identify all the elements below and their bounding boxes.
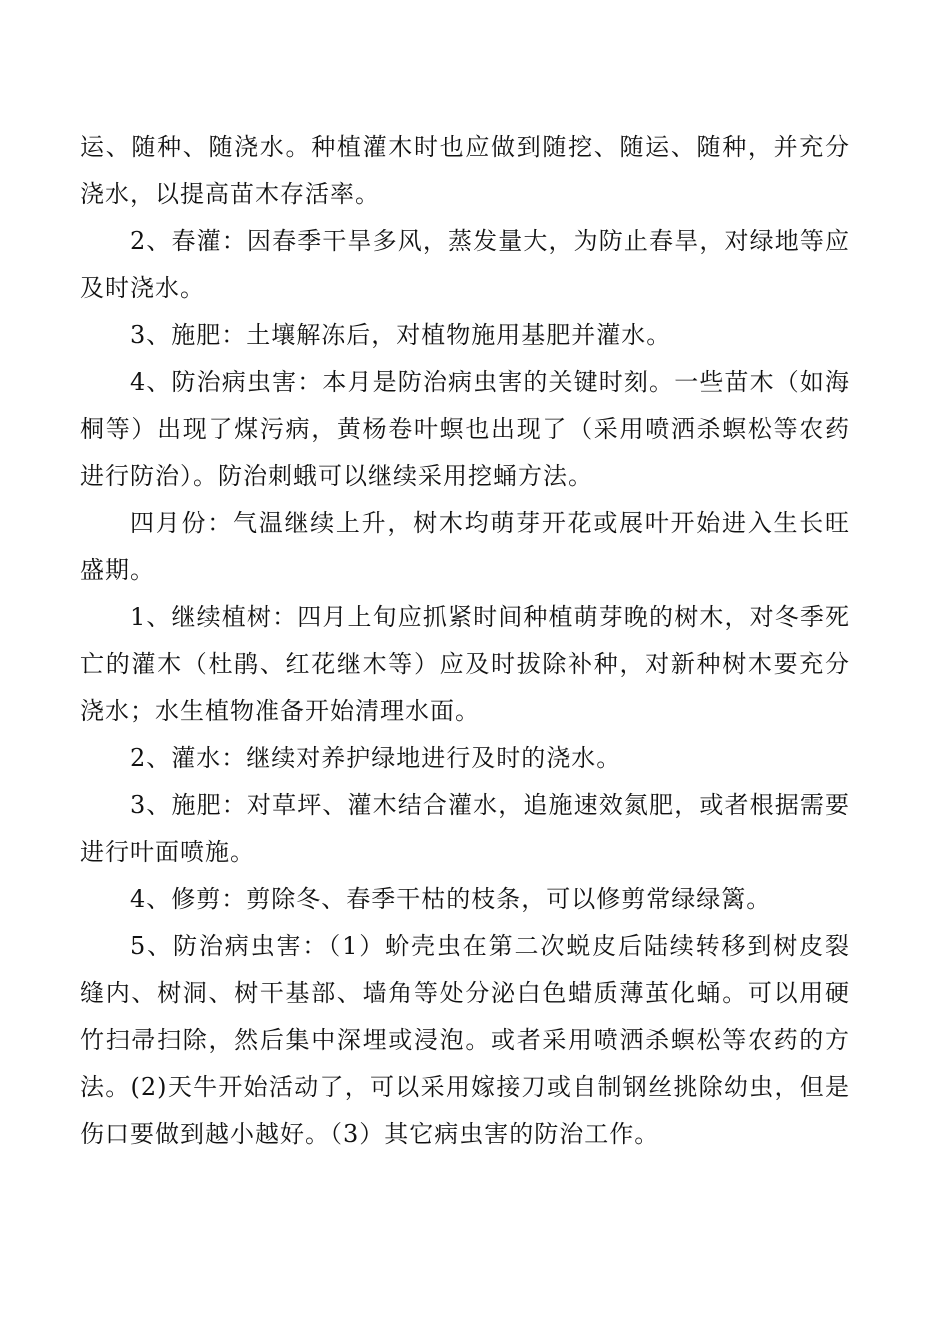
paragraph-april-heading: 四月份：气温继续上升，树木均萌芽开花或展叶开始进入生长旺盛期。 <box>80 509 850 584</box>
paragraph-april-watering: 2、灌水：继续对养护绿地进行及时的浇水。 <box>130 744 622 772</box>
paragraph-continuation: 运、随种、随浇水。种植灌木时也应做到随挖、随运、随种，并充分浇水，以提高苗木存活率。 <box>80 133 850 208</box>
paragraph-april-planting: 1、继续植树：四月上旬应抓紧时间种植萌芽晚的树木，对冬季死亡的灌木（杜鹃、红花继木等）应及时拔除补种，对新种树木要充分浇水；水生植物准备开始清理水面。 <box>80 603 850 725</box>
paragraph-april-pruning: 4、修剪：剪除冬、春季干枯的枝条，可以修剪常绿绿篱。 <box>130 885 772 913</box>
paragraph-pest-control: 4、防治病虫害：本月是防治病虫害的关键时刻。一些苗木（如海桐等）出现了煤污病，黄杨卷叶螟也出现了（采用喷洒杀螟松等农药进行防治）。防治刺蛾可以继续采用挖蛹方法。 <box>80 368 850 490</box>
paragraph-april-fertilizing: 3、施肥：对草坪、灌木结合灌水，追施速效氮肥，或者根据需要进行叶面喷施。 <box>80 791 850 866</box>
document-body <box>80 124 850 1158</box>
paragraph-fertilizing: 3、施肥：土壤解冻后，对植物施用基肥并灌水。 <box>130 321 672 349</box>
paragraph-april-pest-control: 5、防治病虫害：（1）蚧壳虫在第二次蜕皮后陆续转移到树皮裂缝内、树洞、树干基部、墙角等处分泌白色蜡质薄茧化蛹。可以用硬竹扫帚扫除，然后集中深埋或浸泡。或者采用喷洒杀螟松等农药的方法。(2)天牛开始活动了，可以采用嫁接刀或自制钢丝挑除幼虫，但是伤口要做到越小越好。（3）其它病虫害的防治工作。 <box>80 932 850 1148</box>
paragraph-spring-irrigation: 2、春灌：因春季干旱多风，蒸发量大，为防止春旱，对绿地等应及时浇水。 <box>80 227 850 302</box>
